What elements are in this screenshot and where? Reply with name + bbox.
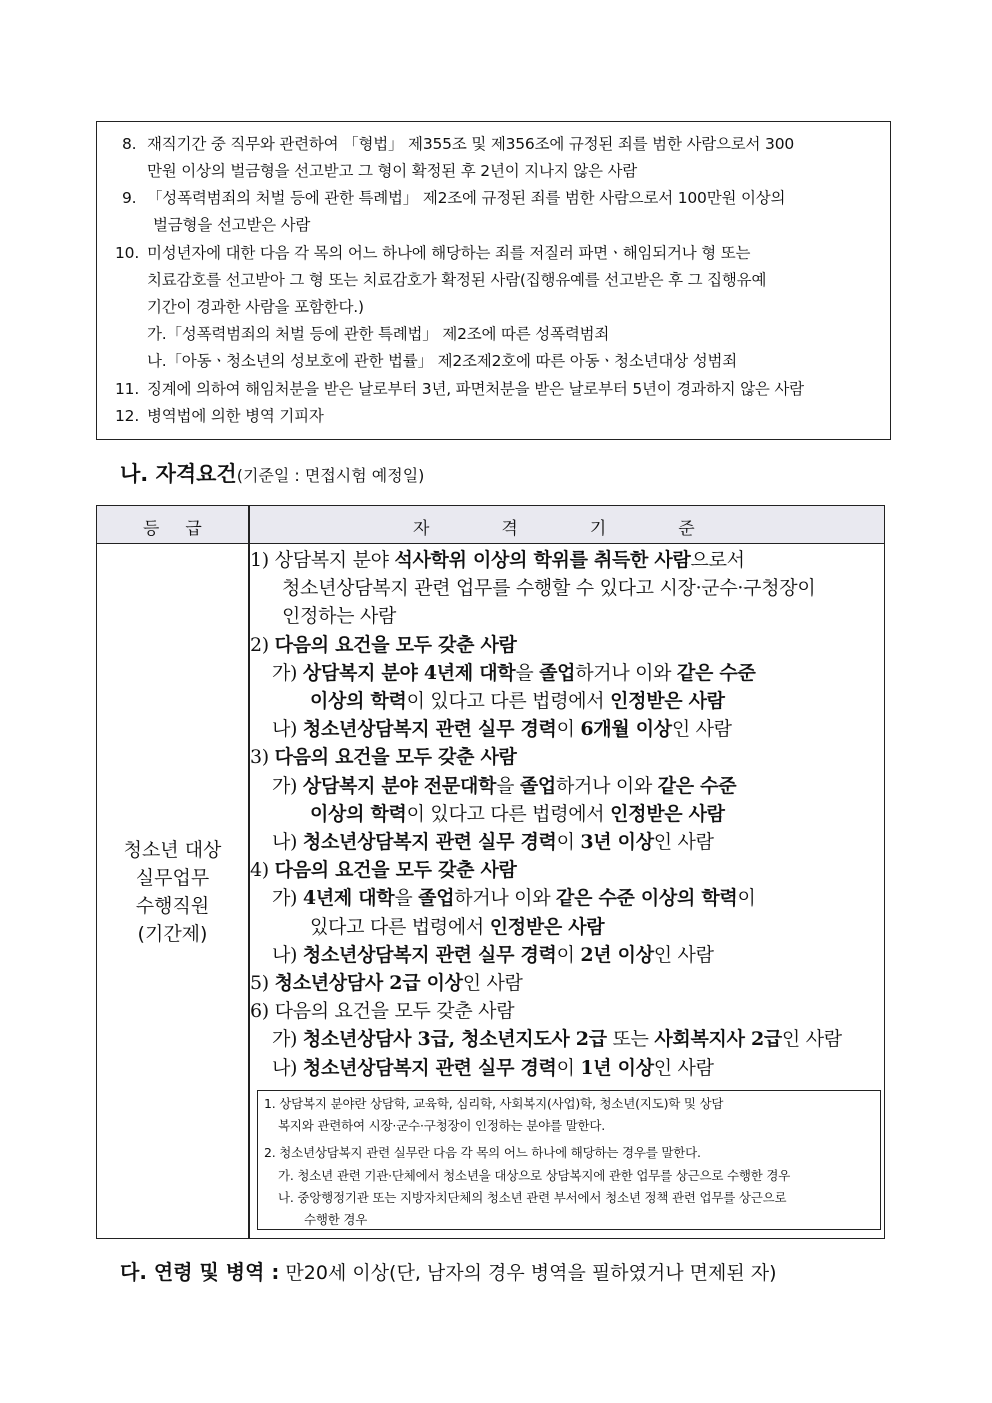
- item-number: 9.: [122, 189, 137, 207]
- section-text: 만20세 이상(단, 남자의 경우 병역을 필하였거나 면제된 자): [279, 1262, 777, 1284]
- criteria-emphasis: 같은 수준: [657, 774, 737, 797]
- criteria-text: 인 사람: [462, 972, 523, 994]
- note-line: 나. 중앙행정기관 또는 지방자치단체의 청소년 관련 부서에서 청소년 정책 관련 업무를 상근으로: [278, 1190, 787, 1205]
- disqualification-box: [96, 121, 891, 440]
- criteria-text: 가): [272, 1028, 303, 1051]
- criteria-line: [250, 969, 523, 997]
- criteria-text: 하거나 이와: [454, 887, 557, 910]
- criteria-emphasis: 1년 이상: [580, 1056, 654, 1079]
- criteria-emphasis: 청소년상담복지 관련 실무 경력: [302, 943, 557, 966]
- criteria-text: 으로서: [690, 549, 745, 571]
- criteria-text: 나): [272, 718, 303, 741]
- criteria-text: 인 사람: [653, 943, 714, 966]
- notes-box: [257, 1090, 881, 1230]
- criteria-line: [310, 687, 725, 715]
- criteria-line: [272, 715, 732, 743]
- criteria-emphasis: 3년 이상: [580, 831, 654, 853]
- criteria-text: 이 있다고 다른 법령에서: [406, 690, 611, 712]
- criteria-text: 1) 상담복지 분야: [250, 549, 395, 571]
- criteria-text: 을: [496, 774, 520, 797]
- item-text: 치료감호를 선고받아 그 형 또는 치료감호가 확정된 사람(집행유예를 선고받은 후 그 집행유예: [147, 271, 767, 289]
- note-line: 수행한 경우: [304, 1212, 368, 1227]
- criteria-text: 가): [272, 661, 303, 684]
- criteria-line: [272, 941, 714, 969]
- criteria-text: 이: [556, 1056, 581, 1079]
- criteria-text: 가): [272, 887, 303, 910]
- criteria-line: [272, 1054, 714, 1082]
- header-criteria: 자격기준: [413, 519, 767, 539]
- item-number: 10.: [115, 244, 140, 262]
- grade-line: 실무업무: [135, 867, 210, 889]
- item-number: 11.: [115, 380, 140, 398]
- criteria-emphasis: 2년 이상: [580, 943, 654, 966]
- criteria-text: 인 사람: [653, 1056, 714, 1079]
- sub-item-text: 가.「성폭력범죄의 처벌 등에 관한 특례법」 제2조에 따른 성폭력범죄: [147, 325, 610, 343]
- criteria-text: 인정하는 사람: [282, 605, 397, 628]
- criteria-line: [282, 574, 815, 602]
- item-text: 미성년자에 대한 다음 각 목의 어느 하나에 해당하는 죄를 저질러 파면ㆍ해임되거나 형 또는: [147, 244, 751, 262]
- criteria-line: [272, 772, 736, 800]
- criteria-emphasis: 같은 수준: [676, 661, 756, 684]
- criteria-text: 3): [250, 746, 275, 769]
- criteria-emphasis: 졸업: [539, 661, 576, 684]
- criteria-line: [272, 884, 756, 912]
- section-age-military: [120, 1256, 777, 1285]
- criteria-line: [250, 856, 517, 884]
- criteria-text: 이: [556, 718, 581, 741]
- section-subtitle: (기준일 : 면접시험 예정일): [236, 466, 425, 485]
- criteria-text: 하거나 이와: [555, 774, 658, 797]
- criteria-line: [272, 1025, 842, 1053]
- note-line: 가. 청소년 관련 기관·단체에서 청소년을 대상으로 상담복지에 관한 업무를 상근으로 수행한 경우: [278, 1168, 791, 1183]
- grade-cell: [97, 836, 248, 948]
- criteria-emphasis: 청소년상담복지 관련 실무 경력: [302, 1056, 557, 1079]
- criteria-text: 2): [250, 633, 275, 656]
- criteria-text: 또는: [606, 1028, 655, 1051]
- grade-line: 수행직원: [135, 895, 210, 917]
- item-text: 기간이 경과한 사람을 포함한다.): [147, 298, 364, 316]
- criteria-line: [250, 631, 517, 659]
- criteria-line: [272, 659, 756, 687]
- criteria-text: 6) 다음의 요건을 모두 갖춘 사람: [250, 1000, 515, 1023]
- grade-line: 청소년 대상: [123, 839, 222, 861]
- note-line: 1. 상담복지 분야란 상담학, 교육학, 심리학, 사회복지(사업)학, 청소년(지도)학 및 상담: [264, 1096, 724, 1111]
- criteria-emphasis: 인정받은 사람: [610, 690, 725, 712]
- item-text: 만원 이상의 벌금형을 선고받고 그 형이 확정된 후 2년이 지나지 않은 사람: [147, 162, 638, 180]
- criteria-line: [250, 743, 517, 771]
- note-line: 복지와 관련하여 시장·군수·구청장이 인정하는 분야를 말한다.: [278, 1118, 606, 1133]
- criteria-emphasis: 상담복지 분야 4년제 대학: [302, 661, 516, 684]
- criteria-text: 이: [556, 831, 581, 853]
- criteria-text: 이 있다고 다른 법령에서: [406, 802, 611, 825]
- qualification-table: [96, 505, 885, 1239]
- criteria-emphasis: 석사학위 이상의 학위를 취득한 사람: [394, 549, 691, 571]
- criteria-emphasis: 인정받은 사람: [610, 802, 725, 825]
- criteria-line: [310, 913, 604, 941]
- criteria-emphasis: 같은 수준 이상의 학력: [556, 887, 738, 910]
- criteria-emphasis: 졸업: [519, 774, 556, 797]
- section-heading-qualifications: [120, 458, 424, 488]
- criteria-emphasis: 인정받은 사람: [489, 915, 605, 938]
- criteria-emphasis: 상담복지 분야 전문대학: [302, 774, 497, 797]
- criteria-text: 있다고 다른 법령에서: [310, 915, 490, 938]
- item-text: 병역법에 의한 병역 기피자: [147, 407, 324, 425]
- item-text: 벌금형을 선고받은 사람: [153, 216, 311, 234]
- criteria-emphasis: 6개월 이상: [580, 718, 672, 741]
- criteria-text: 을: [515, 661, 540, 684]
- criteria-emphasis: 사회복지사 2급: [654, 1028, 782, 1051]
- table-header: [97, 506, 884, 544]
- criteria-line: [250, 546, 745, 574]
- header-grade: 등급: [143, 519, 228, 539]
- criteria-emphasis: 졸업: [418, 887, 455, 910]
- criteria-text: 나): [272, 1056, 303, 1079]
- item-number: 12.: [115, 407, 140, 425]
- criteria-emphasis: 청소년상담사 3급, 청소년지도사 2급: [302, 1028, 607, 1051]
- item-text: 재직기간 중 직무와 관련하여 「형법」 제355조 및 제356조에 규정된 죄를 범한 사람으로서 300: [147, 135, 795, 153]
- note-line: 2. 청소년상담복지 관련 실무란 다음 각 목의 어느 하나에 해당하는 경우를 말한다.: [264, 1145, 701, 1160]
- criteria-text: 이: [556, 943, 581, 966]
- item-number: 8.: [122, 135, 137, 153]
- criteria-text: 인 사람: [671, 718, 732, 741]
- criteria-text: 5): [250, 972, 275, 994]
- criteria-text: 나): [272, 831, 303, 853]
- criteria-text: 가): [272, 774, 303, 797]
- criteria-emphasis: 청소년상담복지 관련 실무 경력: [302, 831, 557, 853]
- section-title: 나. 자격요건: [120, 462, 237, 486]
- criteria-emphasis: 청소년상담복지 관련 실무 경력: [302, 718, 557, 741]
- criteria-text: 을: [394, 887, 419, 910]
- criteria-text: 하거나 이와: [575, 661, 677, 684]
- criteria-text: 나): [272, 943, 303, 966]
- criteria-text: 인 사람: [653, 831, 714, 853]
- criteria-emphasis: 다음의 요건을 모두 갖춘 사람: [274, 859, 517, 882]
- grade-line: (기간제): [137, 923, 208, 945]
- criteria-emphasis: 이상의 학력: [310, 802, 407, 825]
- item-text: 「성폭력범죄의 처벌 등에 관한 특례법」 제2조에 규정된 죄를 범한 사람으로서 100만원 이상의: [147, 189, 786, 207]
- criteria-line: [282, 602, 396, 630]
- criteria-emphasis: 이상의 학력: [310, 690, 407, 712]
- criteria-text: 4): [250, 859, 275, 882]
- criteria-text: 이: [737, 887, 756, 910]
- sub-item-text: 나.「아동ㆍ청소년의 성보호에 관한 법률」 제2조제2호에 따른 아동ㆍ청소년대상 성범죄: [147, 352, 738, 370]
- criteria-line: [310, 800, 725, 828]
- criteria-emphasis: 다음의 요건을 모두 갖춘 사람: [274, 633, 517, 656]
- criteria-text: 청소년상담복지 관련 업무를 수행할 수 있다고 시장·군수·구청장이: [282, 577, 816, 600]
- criteria-line: [250, 997, 514, 1025]
- criteria-emphasis: 다음의 요건을 모두 갖춘 사람: [274, 746, 517, 769]
- item-text: 징계에 의하여 해임처분을 받은 날로부터 3년, 파면처분을 받은 날로부터 5년이 경과하지 않은 사람: [147, 380, 804, 398]
- criteria-line: [272, 828, 714, 856]
- section-title: 다. 연령 및 병역 :: [120, 1260, 280, 1284]
- criteria-emphasis: 4년제 대학: [302, 887, 395, 910]
- criteria-emphasis: 청소년상담사 2급 이상: [274, 972, 463, 994]
- criteria-text: 인 사람: [781, 1028, 842, 1051]
